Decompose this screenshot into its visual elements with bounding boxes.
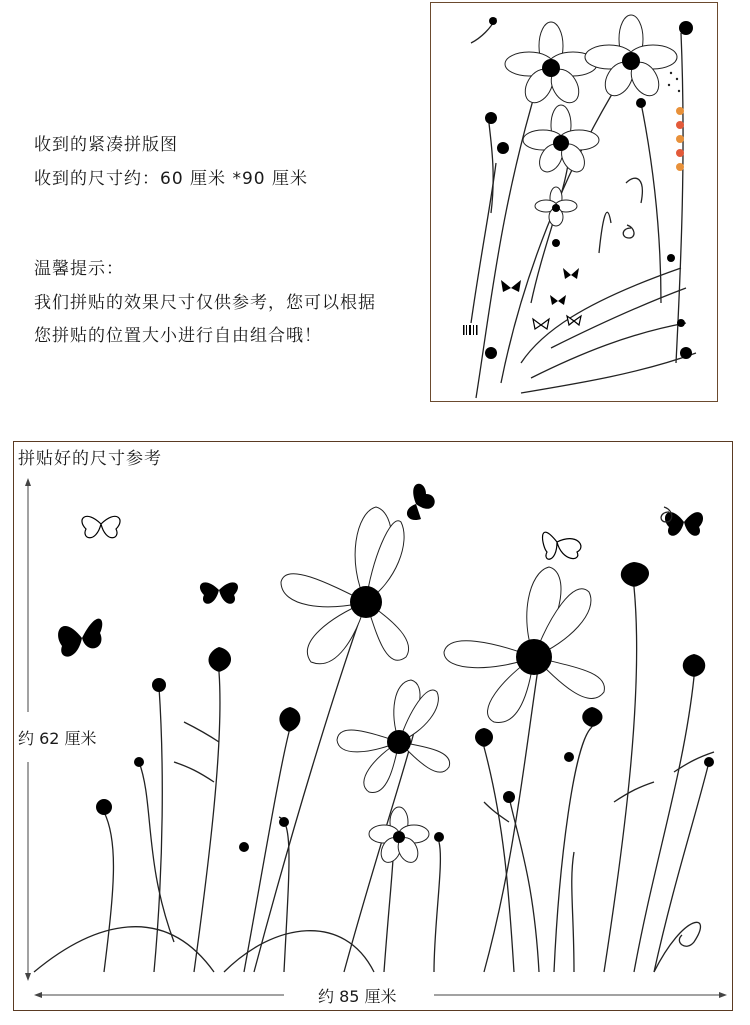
tip-title: 温馨提示： [34, 259, 124, 279]
sticker-sheet-illustration [431, 3, 717, 401]
received-layout-caption: 收到的紧凑拼版图 [34, 135, 178, 155]
tip-line-2: 您拼贴的位置大小进行自由组合哦！ [34, 326, 322, 346]
assembled-size-title: 拼贴好的尺寸参考 [18, 444, 166, 469]
assembled-preview [13, 441, 733, 1011]
assembled-illustration [14, 442, 732, 1010]
sticker-sheet-image [430, 2, 718, 402]
tip-line-1: 我们拼贴的效果尺寸仅供参考，您可以根据 [34, 293, 376, 313]
height-dimension-label: 约 62 厘米 [14, 726, 101, 749]
received-size-caption: 收到的尺寸约：60 厘米 *90 厘米 [34, 169, 308, 189]
width-dimension-label: 约 85 厘米 [314, 984, 401, 1007]
